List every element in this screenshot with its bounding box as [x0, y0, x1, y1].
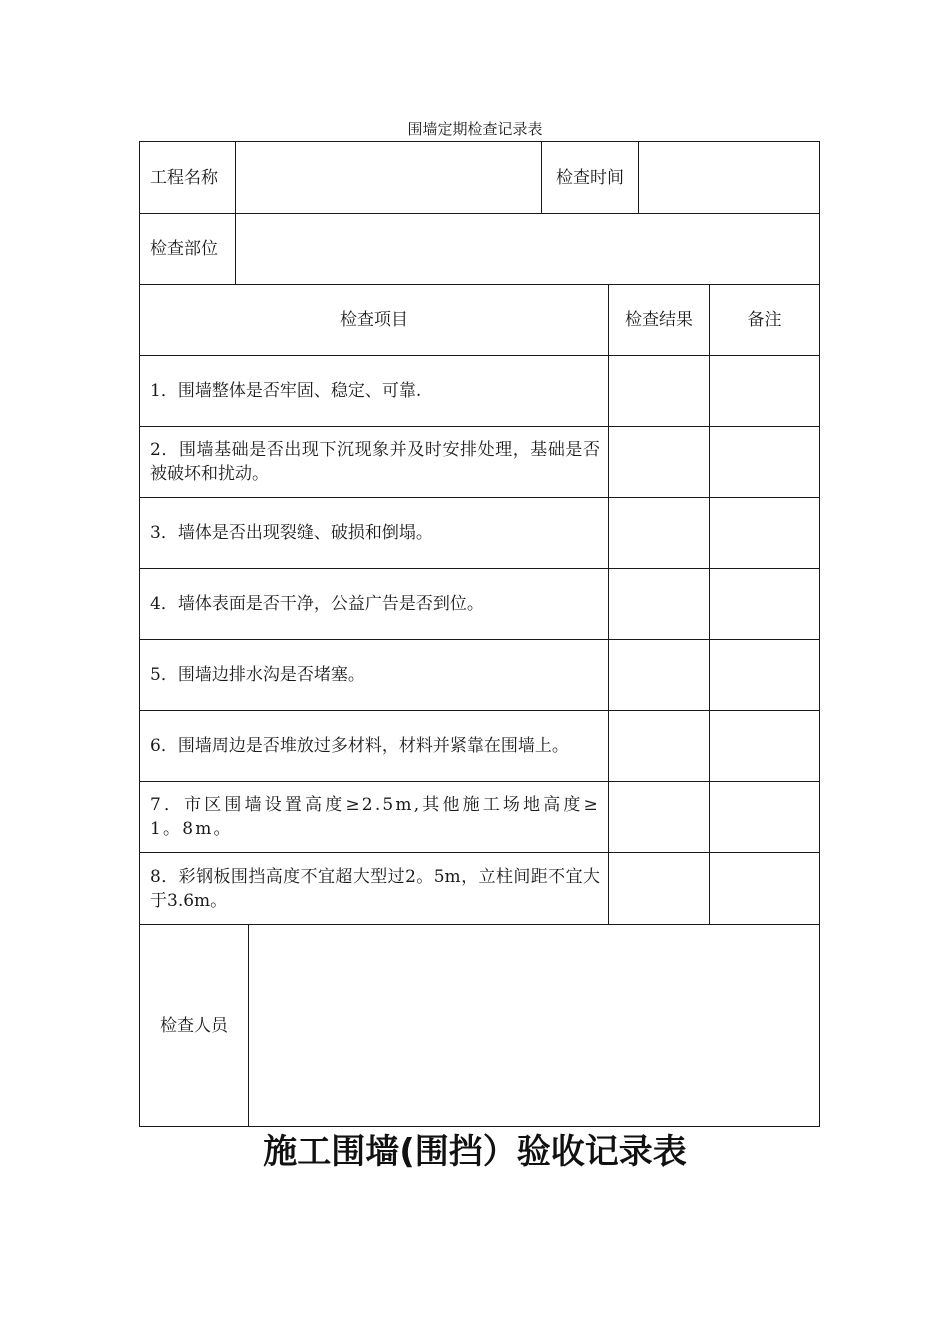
remark-cell-6[interactable]	[710, 711, 819, 781]
inspection-item-4: 4．墙体表面是否干净，公益广告是否到位。	[150, 594, 484, 614]
result-cell-2[interactable]	[609, 427, 709, 497]
remark-cell-3[interactable]	[710, 498, 819, 568]
inspection-item-2: 2．围墙基础是否出现下沉现象并及时安排处理，基础是否被破坏和扰动。	[150, 440, 600, 484]
column-header-item: 检查项目	[340, 310, 408, 330]
inspection-item-5: 5．围墙边排水沟是否堵塞。	[150, 665, 365, 685]
form-title: 围墙定期检查记录表	[407, 120, 543, 138]
inspection-item-8: 8．彩钢板围挡高度不宜超大型过2。5m，立柱间距不宜大于3.6m。	[150, 866, 600, 911]
check-time-field[interactable]	[639, 142, 819, 213]
remark-cell-5[interactable]	[710, 640, 819, 710]
check-time-label: 检查时间	[556, 167, 624, 188]
column-header-remark: 备注	[747, 310, 782, 330]
inspection-item-6: 6．围墙周边是否堆放过多材料，材料并紧靠在围墙上。	[150, 736, 569, 756]
inspector-signature-field[interactable]	[249, 925, 819, 1126]
remark-cell-2[interactable]	[710, 427, 819, 497]
check-location-label: 检查部位	[150, 239, 218, 259]
column-header-result: 检查结果	[625, 310, 693, 330]
project-name-field[interactable]	[236, 142, 541, 213]
remark-cell-7[interactable]	[710, 782, 819, 852]
project-name-label: 工程名称	[150, 167, 218, 188]
remark-cell-1[interactable]	[710, 356, 819, 426]
result-cell-4[interactable]	[609, 569, 709, 639]
inspection-item-1: 1．围墙整体是否牢固、稳定、可靠.	[150, 381, 422, 401]
check-location-field[interactable]	[236, 214, 819, 284]
result-cell-7[interactable]	[609, 782, 709, 852]
inspection-item-7: 7．市区围墙设置高度≥2.5m,其他施工场地高度≥1。8m。	[150, 795, 600, 839]
result-cell-6[interactable]	[609, 711, 709, 781]
remark-cell-8[interactable]	[710, 853, 819, 924]
inspector-label: 检查人员	[160, 1015, 228, 1036]
remark-cell-4[interactable]	[710, 569, 819, 639]
inspection-form-table	[139, 141, 820, 1127]
result-cell-1[interactable]	[609, 356, 709, 426]
next-form-title: 施工围墙(围挡）验收记录表	[263, 1132, 687, 1172]
result-cell-5[interactable]	[609, 640, 709, 710]
inspection-item-3: 3．墙体是否出现裂缝、破损和倒塌。	[150, 523, 433, 543]
result-cell-8[interactable]	[609, 853, 709, 924]
result-cell-3[interactable]	[609, 498, 709, 568]
